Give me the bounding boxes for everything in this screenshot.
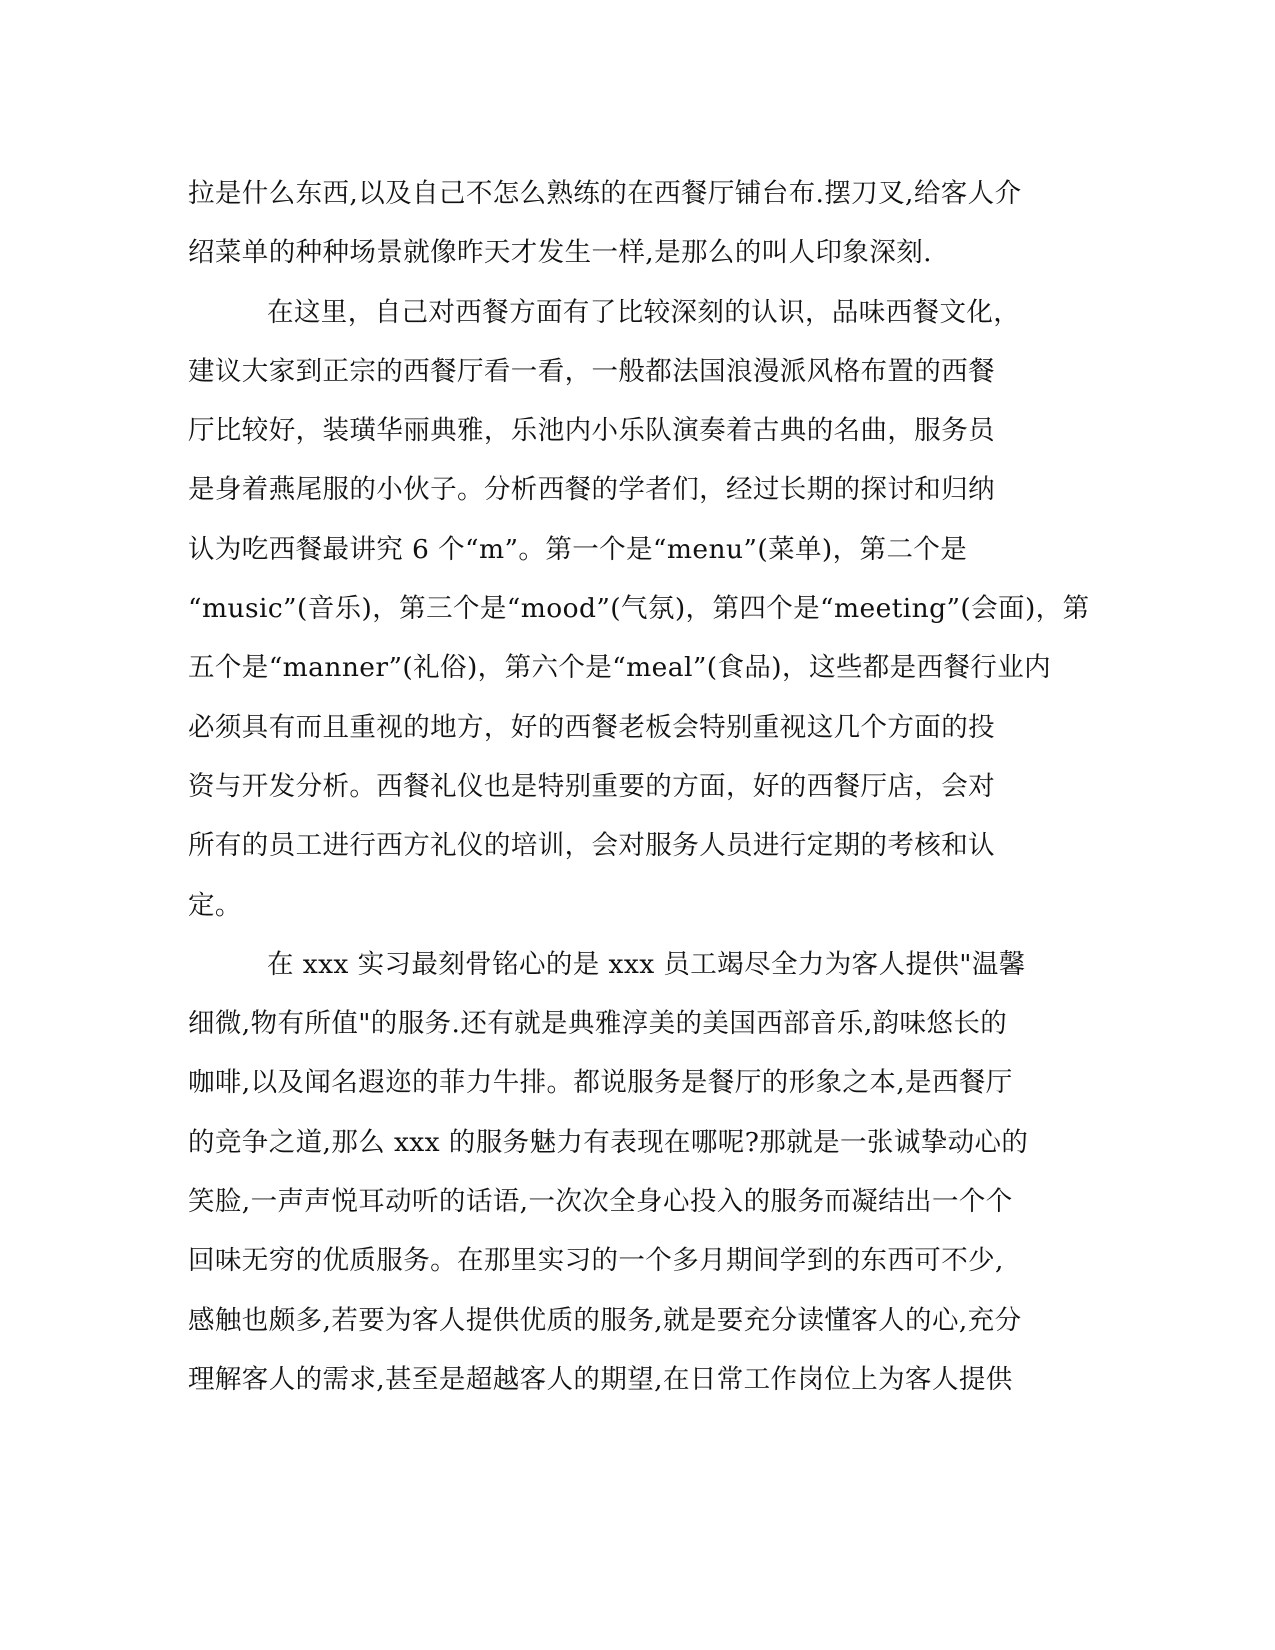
text-line: 定。 [188, 889, 242, 921]
text-line: 回味无穷的优质服务。在那里实习的一个多月期间学到的东西可不少, [188, 1245, 1004, 1277]
text-line: 感触也颇多,若要为客人提供优质的服务,就是要充分读懂客人的心,充分 [188, 1304, 1022, 1336]
text-line: 绍菜单的种种场景就像昨天才发生一样,是那么的叫人印象深刻. [188, 237, 932, 269]
text-line: 理解客人的需求,甚至是超越客人的期望,在日常工作岗位上为客人提供 [188, 1363, 1013, 1395]
body-text [188, 164, 1090, 1409]
text-line: 拉是什么东西,以及自己不怎么熟练的在西餐厅铺台布.摆刀叉,给客人介 [188, 178, 1022, 209]
text-line: 在 xxx 实习最刻骨铭心的是 xxx 员工竭尽全力为客人提供"温馨 [267, 948, 1026, 980]
text-line: 认为吃西餐最讲究 6 个“m”。第一个是“menu”(菜单)，第二个是 [188, 533, 968, 565]
text-line: 五个是“manner”(礼俗)，第六个是“meal”(食品)，这些都是西餐行业内 [188, 652, 1052, 684]
text-line: 所有的员工进行西方礼仪的培训，会对服务人员进行定期的考核和认 [188, 830, 995, 862]
text-line: “music”(音乐)，第三个是“mood”(气氛)，第四个是“meeting”(会面)，第 [188, 593, 1090, 625]
text-line: 细微,物有所值"的服务.还有就是典雅淳美的美国西部音乐,韵味悠长的 [188, 1008, 1008, 1040]
text-line: 咖啡,以及闻名遐迩的菲力牛排。都说服务是餐厅的形象之本,是西餐厅 [188, 1067, 1013, 1099]
text-line: 必须具有而且重视的地方，好的西餐老板会特别重视这几个方面的投 [188, 711, 995, 743]
text-line: 建议大家到正宗的西餐厅看一看，一般都法国浪漫派风格布置的西餐 [188, 355, 995, 387]
text-line: 在这里，自己对西餐方面有了比较深刻的认识，品味西餐文化， [267, 296, 1021, 328]
text-line: 笑脸,一声声悦耳动听的话语,一次次全身心投入的服务而凝结出一个个 [188, 1186, 1013, 1218]
text-line: 厅比较好，装璜华丽典雅，乐池内小乐队演奏着古典的名曲，服务员 [188, 415, 995, 447]
text-line: 的竞争之道,那么 xxx 的服务魅力有表现在哪呢?那就是一张诚挚动心的 [188, 1126, 1029, 1158]
text-line: 资与开发分析。西餐礼仪也是特别重要的方面，好的西餐厅店，会对 [188, 770, 995, 802]
text-line: 是身着燕尾服的小伙子。分析西餐的学者们，经过长期的探讨和归纳 [188, 474, 995, 506]
